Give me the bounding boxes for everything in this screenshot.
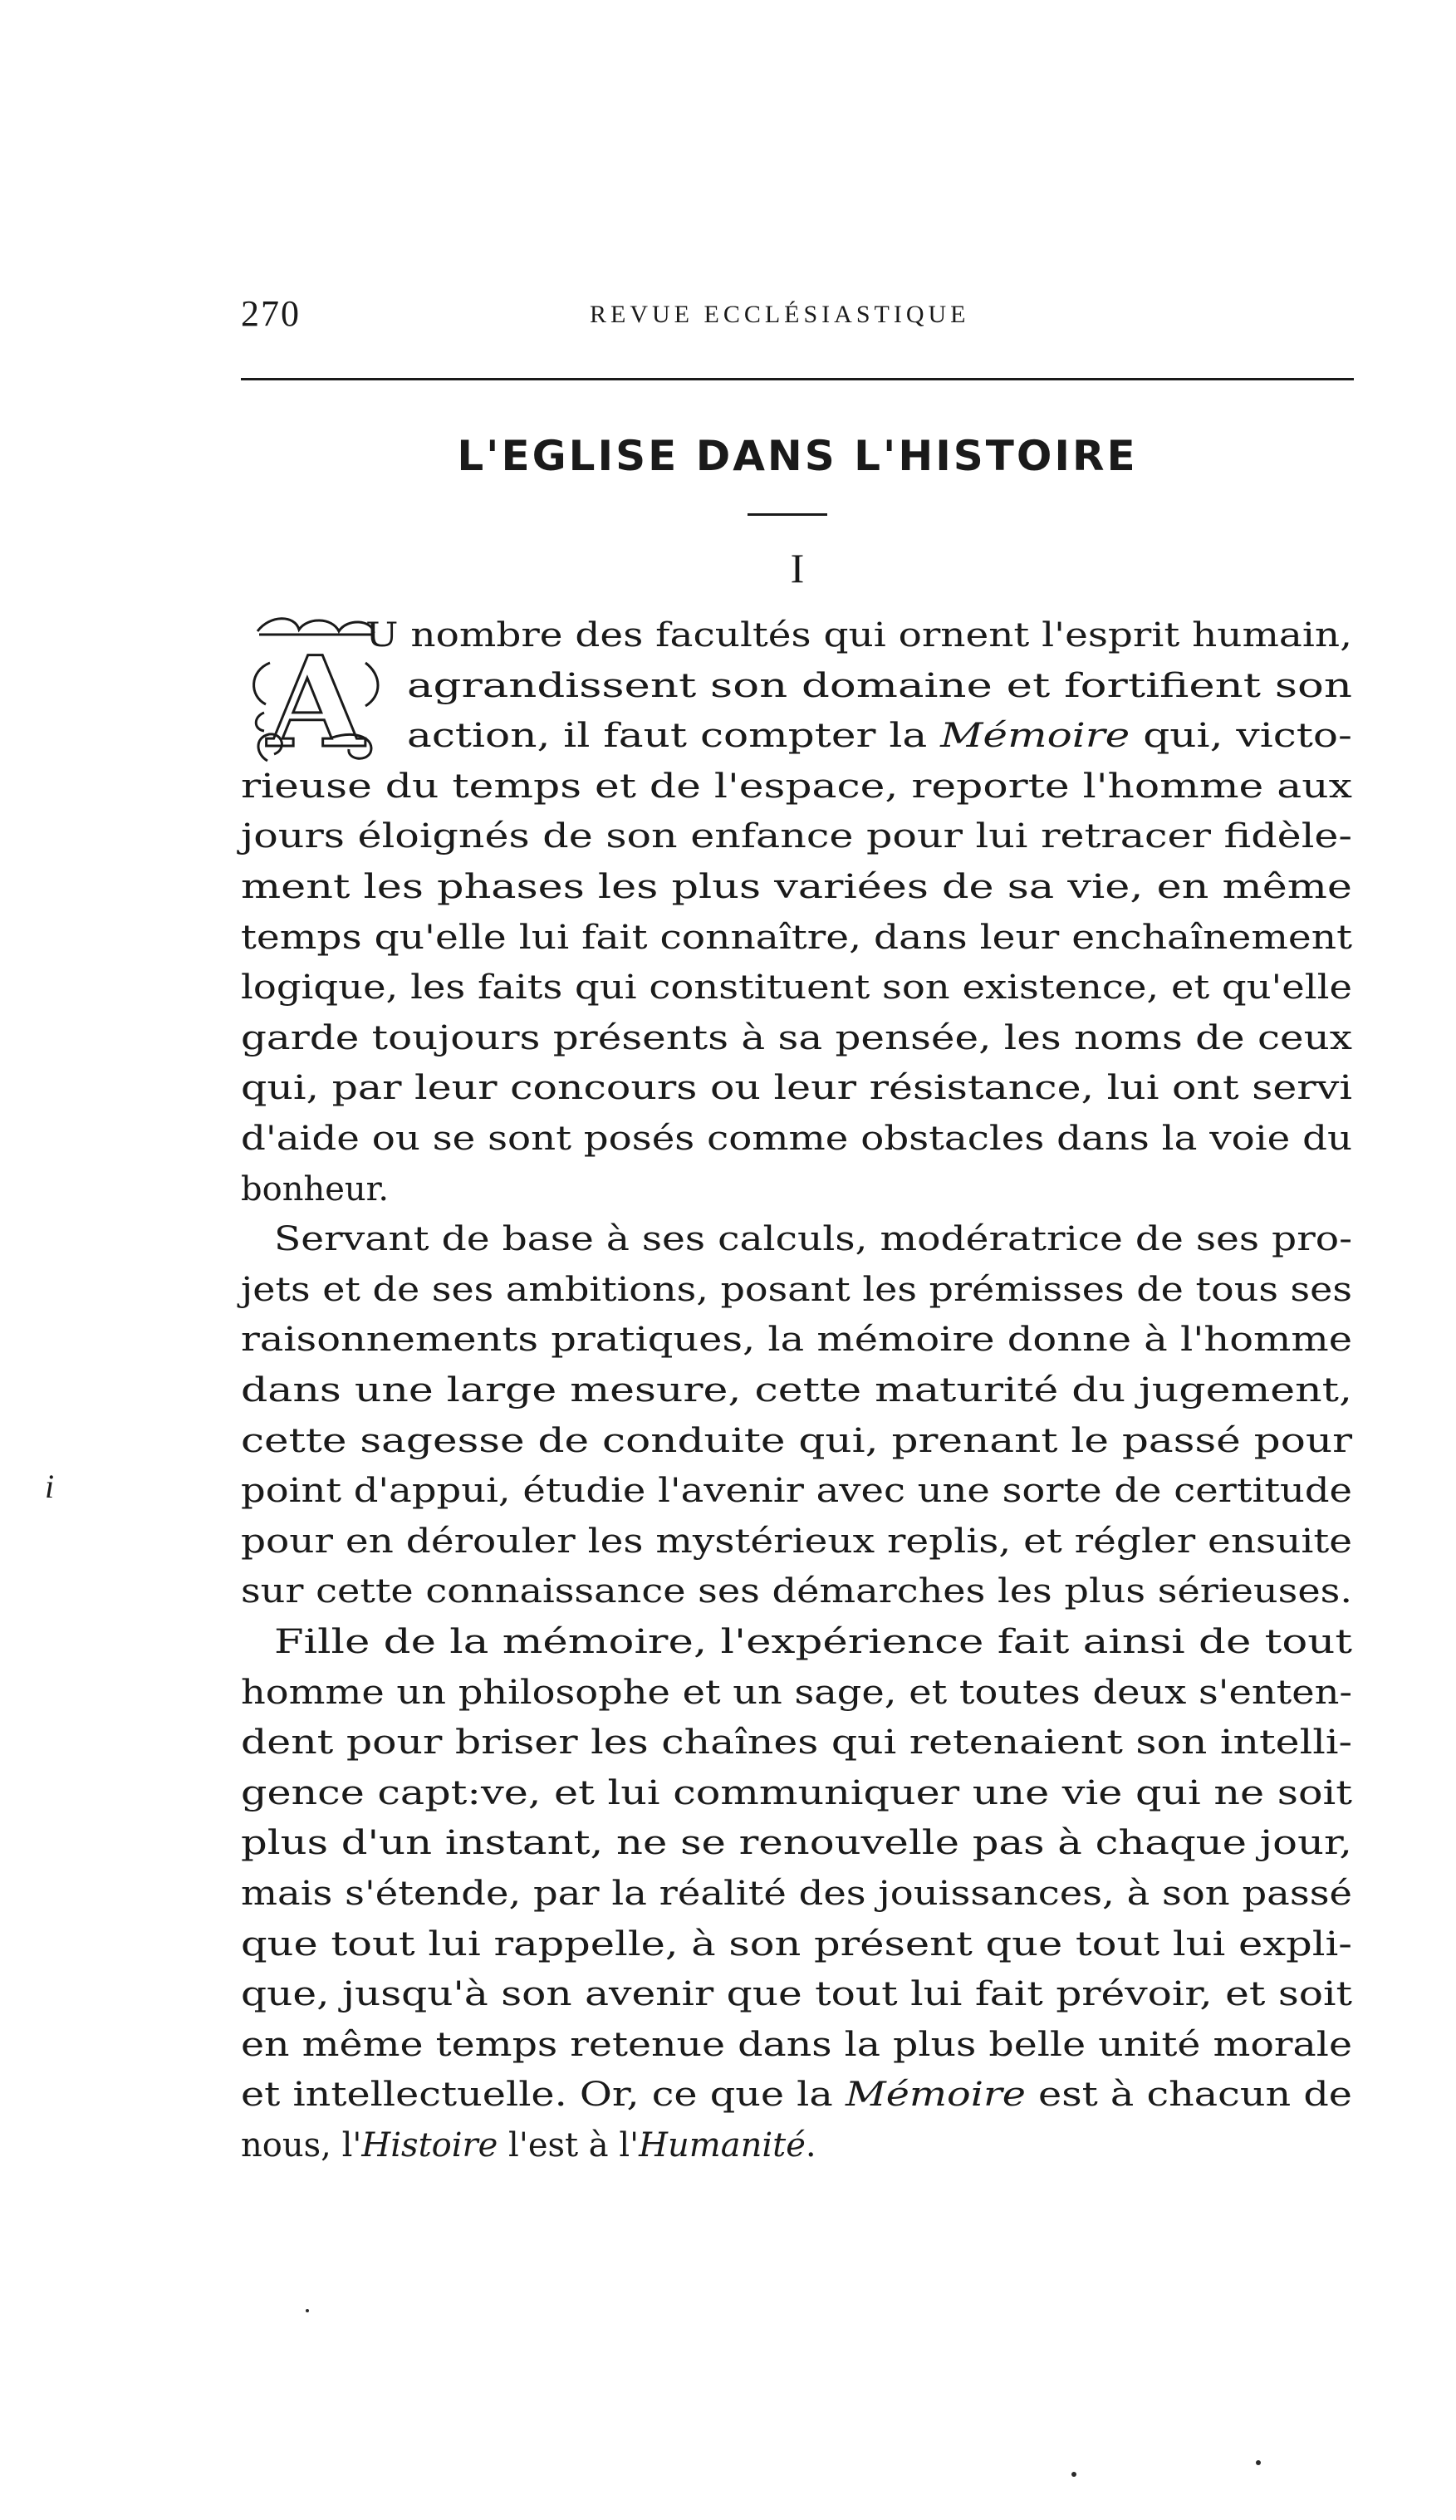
ink-speck [1256,2460,1261,2465]
text-line [241,1673,1352,1712]
ornamental-dropcap [249,613,382,767]
text-line [241,1069,1352,1108]
text-run: dans une large mesure, cette maturité du jugement, [241,1371,1352,1410]
text-run: . [805,2126,816,2165]
text-run: agrandissent son domaine et fortifient son [407,666,1352,705]
text-line [241,918,1352,957]
text-run: garde toujours présents à sa pensée, les noms de ceux [241,1018,1352,1057]
text-line [241,1875,1352,1913]
text-run: qui, victo- [1130,717,1352,756]
section-number: I [790,545,805,591]
text-run: d'aide ou se sont posés comme obstacles dans la voie du [241,1120,1352,1158]
text-line [241,1572,1352,1611]
text-line [241,1824,1352,1863]
dropcap-letter: A [267,630,365,767]
article-title: L'EGLISE DANS L'HISTOIRE [457,432,1138,480]
ink-speck [306,2309,309,2312]
text-line [241,767,1352,806]
margin-mark: i [45,1468,55,1505]
text-run: bonheur. [241,1169,390,1209]
text-run: que tout lui rappelle, à son présent que tout lui expli- [241,1924,1352,1964]
italic-term: Humanité [639,2126,806,2165]
header-rule [241,378,1354,380]
running-head [241,292,1354,342]
text-line [241,1371,1352,1410]
text-run: U nombre des facultés qui ornent l'esprit humain, [365,616,1352,655]
text-line [365,616,1352,655]
text-line [241,1723,1352,1763]
text-run: temps qu'elle lui fait connaître, dans leur enchaînement [241,918,1352,957]
text-run: et intellectuelle. Or, ce que la [241,2076,846,2115]
text-line [407,717,1352,756]
text-run: jours éloignés de son enfance pour lui retracer fidèle- [241,817,1352,856]
text-run: rieuse du temps et de l'espace, reporte l'homme aux [241,767,1352,806]
text-run: gence capt:ve, et lui communiquer une vie qui ne soit [241,1773,1352,1812]
title-rule [748,513,827,516]
text-run: homme un philosophe et un sage, et toutes deux s'enten- [241,1673,1352,1712]
text-run: jets et de ses ambitions, posant les prémisses de tous ses [241,1270,1352,1309]
text-line [241,1169,390,1209]
italic-term: Histoire [361,2126,498,2165]
page-number: 270 [241,293,301,334]
text-line [241,1975,1352,2014]
text-line [241,2025,1352,2064]
text-run: Fille de la mémoire, l'expérience fait ainsi de tout [274,1623,1352,1661]
text-line [241,2126,816,2165]
ink-speck [1071,2472,1076,2477]
text-line [241,1018,1352,1057]
text-line [241,1421,1352,1460]
text-line [274,1625,1352,1659]
text-run: cette sagesse de conduite qui, prenant le passé pour [241,1421,1352,1460]
text-run: que, jusqu'à son avenir que tout lui fait prévoir, et soit [241,1975,1352,2014]
text-line [241,1773,1352,1812]
text-run: Servant de base à ses calculs, modératrice de ses pro- [274,1220,1352,1259]
text-line [241,1522,1352,1561]
text-run: nous, l' [241,2126,362,2165]
text-run: mais s'étende, par la réalité des jouissances, à son passé [241,1875,1352,1913]
text-line [241,1120,1352,1158]
text-line [241,1321,1352,1360]
text-run: ment les phases les plus variées de sa vie, en même [241,868,1352,906]
text-line [241,1924,1352,1964]
text-run: en même temps retenue dans la plus belle unité morale [241,2025,1352,2064]
text-run: raisonnements pratiques, la mémoire donne à l'homme [241,1321,1352,1360]
text-line [274,1220,1352,1259]
text-run: plus d'un instant, ne se renouvelle pas à chaque jour, [241,1824,1352,1863]
text-line [407,666,1352,705]
journal-title: REVUE ECCLÉSIASTIQUE [590,301,970,328]
text-line [241,870,1352,904]
text-line [241,1270,1352,1309]
text-run: est à chacun de [1025,2076,1352,2115]
text-run: action, il faut compter la [407,717,941,756]
italic-term: Mémoire [940,717,1130,756]
text-line [241,1472,1352,1511]
text-run: l'est à l' [498,2126,640,2165]
text-line [241,2076,1352,2115]
text-run: dent pour briser les chaînes qui retenaient son intelli- [241,1723,1352,1763]
italic-term: Mémoire [845,2076,1026,2115]
text-run: pour en dérouler les mystérieux replis, et régler ensuite [241,1522,1352,1561]
text-line [241,968,1352,1008]
text-run: qui, par leur concours ou leur résistance, lui ont servi [241,1069,1352,1108]
text-run: point d'appui, étudie l'avenir avec une sorte de certitude [241,1472,1352,1511]
text-run: sur cette connaissance ses démarches les plus sérieuses. [241,1572,1352,1611]
text-run: logique, les faits qui constituent son existence, et qu'elle [241,968,1352,1008]
text-line [241,817,1352,856]
